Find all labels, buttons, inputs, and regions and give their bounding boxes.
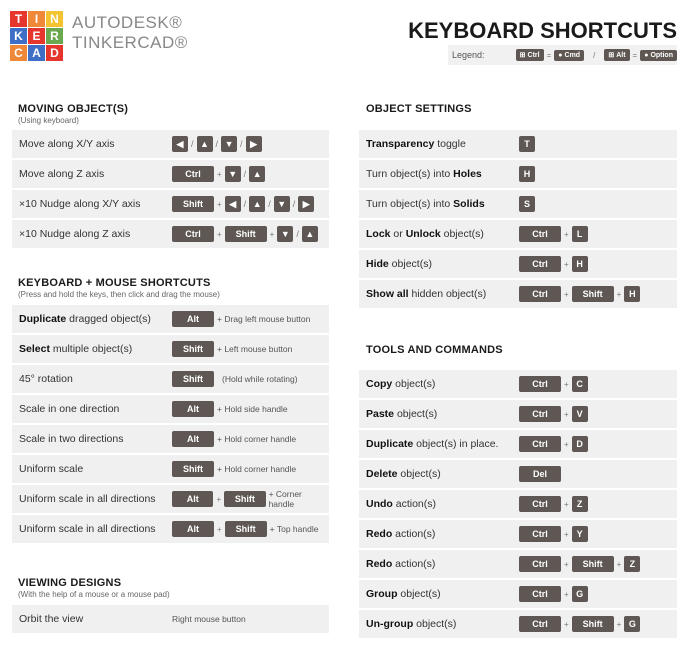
label-rest: action(s): [392, 498, 437, 510]
label-rest: hidden object(s): [408, 288, 487, 300]
plus-sign: +: [217, 524, 222, 534]
separator: /: [191, 139, 194, 149]
windows-icon: ⊞: [608, 52, 615, 59]
shortcut-label: [366, 258, 432, 270]
shift-key: Shift: [225, 226, 267, 242]
section-title: KEYBOARD + MOUSE SHORTCUTS: [18, 277, 211, 289]
label-bold: Group: [366, 588, 398, 600]
shortcut-label: [366, 378, 435, 390]
shortcut-label: [366, 228, 484, 240]
alt-key: Alt: [172, 401, 214, 417]
plus-sign: +: [564, 289, 569, 299]
shortcut-label: [366, 198, 485, 210]
legend: [448, 45, 677, 65]
arrow-up-key: ▲: [249, 166, 265, 182]
alt-key: Alt: [172, 311, 214, 327]
shortcut-keys: [519, 616, 640, 632]
label-rest: toggle: [434, 138, 466, 150]
arrow-down-key: ▼: [221, 136, 237, 152]
separator: /: [240, 139, 243, 149]
shortcut-row: [359, 190, 677, 218]
section-title: VIEWING DESIGNS: [18, 577, 122, 589]
shortcut-note: (Hold while rotating): [222, 374, 298, 384]
label-mid: or: [390, 228, 406, 240]
viewing-rows: [12, 605, 329, 635]
shortcut-label: Scale in one direction: [19, 403, 120, 415]
label-rest: object(s): [392, 378, 436, 390]
shortcut-keys: [519, 526, 588, 542]
shortcut-row: [12, 305, 329, 333]
plus-sign: +: [564, 409, 569, 419]
letter-key: L: [572, 226, 588, 242]
separator: /: [215, 139, 219, 149]
shortcut-note: + Hold corner handle: [217, 464, 297, 474]
legend-option-key: [640, 50, 677, 61]
section-title: TOOLS AND COMMANDS: [366, 344, 503, 356]
shortcut-row: [359, 370, 677, 398]
arrow-left-key: ◀: [172, 136, 188, 152]
delete-key: Del: [519, 466, 561, 482]
separator: /: [296, 229, 299, 239]
shortcut-label: [366, 498, 436, 510]
arrow-left-key: ◀: [225, 196, 241, 212]
label-rest: dragged object(s): [66, 313, 151, 325]
shortcut-note: + Drag left mouse button: [217, 314, 311, 324]
label-rest: object(s): [388, 258, 432, 270]
shortcut-keys: [172, 341, 292, 357]
arrow-down-key: ▼: [225, 166, 241, 182]
arrow-up-key: ▲: [197, 136, 213, 152]
shortcut-keys: [172, 521, 318, 537]
label-bold: Copy: [366, 378, 393, 390]
shortcut-row: [359, 490, 677, 518]
shortcut-note: + Top handle: [269, 524, 319, 534]
label-pre: Turn object(s) into: [366, 168, 454, 180]
label-bold: Duplicate: [19, 313, 67, 325]
shortcut-label: [366, 528, 435, 540]
ctrl-key: Ctrl: [519, 226, 561, 242]
label-rest: multiple object(s): [49, 343, 133, 355]
shortcut-note: + Corner handle: [268, 489, 302, 509]
legend-ctrl-label: Ctrl: [527, 51, 540, 59]
alt-key: Alt: [172, 521, 214, 537]
label-bold: Redo: [366, 558, 393, 570]
apple-icon: ●: [558, 51, 563, 59]
label-pre: Turn object(s) into: [366, 198, 454, 210]
plus-sign: +: [269, 229, 275, 239]
shift-key: Shift: [572, 616, 614, 632]
shift-key: Shift: [572, 556, 614, 572]
logo-letter: D: [46, 45, 63, 61]
ctrl-key: Ctrl: [519, 526, 561, 542]
legend-cmd-label: Cmd: [564, 51, 581, 59]
plus-sign: +: [616, 619, 622, 629]
moving-rows: [12, 130, 329, 250]
page-title: KEYBOARD SHORTCUTS: [408, 18, 677, 43]
plus-sign: +: [564, 229, 569, 239]
label-bold: Duplicate: [366, 438, 414, 450]
plus-sign: +: [564, 379, 569, 389]
plus-sign: +: [564, 589, 569, 599]
shortcut-label: ×10 Nudge along X/Y axis: [19, 198, 141, 210]
shift-key: Shift: [172, 461, 214, 477]
shortcut-row: [12, 605, 329, 633]
shortcut-row: [359, 550, 677, 578]
section-title: OBJECT SETTINGS: [366, 103, 472, 115]
ctrl-key: Ctrl: [172, 226, 214, 242]
plus-sign: +: [217, 229, 222, 239]
shortcut-keys: [172, 371, 298, 387]
shortcut-row: [12, 485, 329, 513]
settings-rows: [359, 130, 677, 310]
shortcut-keys: [519, 406, 588, 422]
label-rest: action(s): [392, 558, 436, 570]
section-tools-commands: [366, 344, 503, 356]
shortcut-row: [12, 130, 329, 158]
section-viewing-designs: [18, 577, 170, 599]
shortcut-label: Scale in two directions: [19, 433, 124, 445]
shortcut-row: [12, 455, 329, 483]
arrow-right-key: ▶: [246, 136, 262, 152]
separator: /: [243, 169, 247, 179]
label-rest: object(s): [413, 618, 457, 630]
shortcut-row: [12, 220, 329, 248]
plus-sign: +: [564, 499, 569, 509]
shortcut-row: [359, 250, 677, 278]
shortcut-label: Move along X/Y axis: [19, 138, 115, 150]
plus-sign: +: [564, 529, 569, 539]
plus-sign: +: [217, 169, 222, 179]
ctrl-key: Ctrl: [519, 406, 561, 422]
shortcut-keys: [519, 166, 535, 182]
letter-key: V: [572, 406, 588, 422]
separator: /: [243, 199, 247, 209]
plus-sign: +: [564, 259, 569, 269]
letter-key: Z: [572, 496, 588, 512]
label-rest: object(s) in place.: [413, 438, 499, 450]
legend-equals: =: [632, 50, 638, 60]
shortcut-row: [359, 400, 677, 428]
legend-alt-label: Alt: [616, 51, 626, 59]
arrow-up-key: ▲: [302, 226, 318, 242]
shortcut-keys: [172, 196, 314, 212]
logo-letter: K: [10, 28, 27, 44]
shortcut-row: [12, 190, 329, 218]
section-object-settings: [366, 103, 472, 115]
shortcut-label: [366, 438, 498, 450]
arrow-down-key: ▼: [277, 226, 293, 242]
shortcut-label: [366, 408, 437, 420]
ctrl-key: Ctrl: [519, 256, 561, 272]
shortcut-keys: [519, 256, 588, 272]
logo-letter: A: [28, 45, 45, 61]
label-bold: Solids: [453, 198, 485, 210]
alt-key: Alt: [172, 491, 213, 507]
letter-key: D: [572, 436, 588, 452]
shortcut-keys: [519, 436, 588, 452]
label-rest: object(s): [397, 468, 441, 480]
shortcut-keys: [519, 136, 535, 152]
letter-key: Y: [572, 526, 588, 542]
tools-rows: [359, 370, 677, 640]
ctrl-key: Ctrl: [519, 616, 561, 632]
shortcut-keys: [519, 496, 588, 512]
label-bold: Holes: [453, 168, 482, 180]
shortcut-note: + Hold corner handle: [217, 434, 297, 444]
brand-line-tinkercad: TINKERCAD®: [72, 33, 188, 52]
letter-key: G: [572, 586, 588, 602]
shortcut-label: Uniform scale: [19, 463, 84, 475]
plus-sign: +: [216, 494, 222, 504]
logo-letter: R: [46, 28, 63, 44]
shortcut-keys: [172, 401, 288, 417]
shortcut-label: Uniform scale in all directions: [19, 523, 156, 535]
letter-key: Z: [624, 556, 640, 572]
shift-key: Shift: [172, 196, 214, 212]
letter-key: H: [572, 256, 588, 272]
shortcut-label: 45° rotation: [19, 373, 73, 385]
logo-letter: T: [10, 11, 27, 27]
label-bold: Redo: [366, 528, 393, 540]
shortcut-note: + Left mouse button: [217, 344, 293, 354]
label-rest: object(s): [440, 228, 484, 240]
label-bold: Select: [19, 343, 50, 355]
shortcut-label: [366, 168, 482, 180]
shortcut-note: + Hold side handle: [217, 404, 288, 414]
plus-sign: +: [217, 199, 222, 209]
ctrl-key: Ctrl: [519, 556, 561, 572]
shortcut-label: [19, 313, 151, 325]
ctrl-key: Ctrl: [519, 436, 561, 452]
shortcut-keys: [519, 226, 588, 242]
legend-equals: =: [546, 50, 552, 60]
shortcut-label: [366, 138, 466, 150]
shortcut-row: [359, 220, 677, 248]
shortcut-keys: [519, 286, 640, 302]
label-rest: action(s): [392, 528, 436, 540]
shortcut-row: [359, 610, 677, 638]
letter-key: H: [519, 166, 535, 182]
shortcut-keys: [172, 431, 296, 447]
section-moving-objects: [18, 103, 128, 125]
shortcut-row: [12, 395, 329, 423]
section-subtitle: (Press and hold the keys, then click and drag the mouse): [18, 290, 220, 299]
section-subtitle: (Using keyboard): [18, 116, 79, 125]
shortcut-note: Right mouse button: [172, 614, 246, 624]
shortcut-label: ×10 Nudge along Z axis: [19, 228, 131, 240]
shortcut-keys: [519, 376, 588, 392]
brand-line-autodesk: AUTODESK®: [72, 13, 183, 32]
shortcut-keys: [172, 226, 318, 242]
legend-alt-key: [604, 49, 629, 61]
legend-slash: /: [593, 50, 596, 60]
shortcut-keys: [519, 466, 561, 482]
logo-letter: N: [46, 11, 63, 27]
shortcut-row: [359, 280, 677, 308]
section-keyboard-mouse: [18, 277, 220, 299]
label-bold: Hide: [366, 258, 389, 270]
shortcut-keys: [172, 136, 262, 152]
shortcut-row: [359, 130, 677, 158]
arrow-right-key: ▶: [298, 196, 314, 212]
legend-cmd-key: [554, 50, 584, 61]
shortcut-label: [366, 588, 441, 600]
shift-key: Shift: [172, 371, 214, 387]
shortcut-keys: [172, 614, 246, 624]
plus-sign: +: [564, 559, 569, 569]
plus-sign: +: [616, 559, 622, 569]
label-bold: Delete: [366, 468, 398, 480]
shortcut-row: [359, 460, 677, 488]
shortcut-label: Orbit the view: [19, 613, 84, 625]
label-bold: Undo: [366, 498, 393, 510]
ctrl-key: Ctrl: [519, 376, 561, 392]
shortcut-row: [359, 580, 677, 608]
letter-key: T: [519, 136, 535, 152]
shortcut-label: [19, 343, 132, 355]
shortcut-label: [366, 468, 441, 480]
legend-label: Legend:: [452, 50, 485, 60]
shortcut-keys: [519, 196, 535, 212]
logo-letter: E: [28, 28, 45, 44]
separator: /: [292, 199, 296, 209]
logo-letter: I: [28, 11, 45, 27]
logo-letter: C: [10, 45, 27, 61]
shortcut-row: [359, 160, 677, 188]
label-rest: object(s): [397, 588, 441, 600]
plus-sign: +: [564, 619, 569, 629]
shortcut-keys: [172, 489, 329, 509]
label-bold: Lock: [366, 228, 391, 240]
shortcut-keys: [172, 166, 265, 182]
shortcut-row: [359, 430, 677, 458]
shift-key: Shift: [225, 521, 267, 537]
shortcut-label: Move along Z axis: [19, 168, 105, 180]
separator: /: [268, 199, 271, 209]
legend-ctrl-key: [516, 49, 544, 61]
plus-sign: +: [564, 439, 569, 449]
letter-key: C: [572, 376, 588, 392]
keyboard-mouse-rows: [12, 305, 329, 545]
label-bold: Unlock: [405, 228, 441, 240]
ctrl-key: Ctrl: [519, 586, 561, 602]
apple-icon: ●: [644, 51, 649, 59]
letter-key: S: [519, 196, 535, 212]
shortcut-label: [366, 558, 435, 570]
label-bold: Paste: [366, 408, 395, 420]
tinkercad-logo: [10, 11, 63, 61]
section-title: MOVING OBJECT(S): [18, 103, 129, 115]
shortcut-row: [12, 365, 329, 393]
arrow-down-key: ▼: [274, 196, 290, 212]
shortcut-row: [12, 335, 329, 363]
shortcut-row: [12, 160, 329, 188]
letter-key: G: [624, 616, 640, 632]
alt-key: Alt: [172, 431, 214, 447]
shift-key: Shift: [224, 491, 265, 507]
label-rest: object(s): [394, 408, 438, 420]
section-subtitle: (With the help of a mouse or a mouse pad): [18, 590, 170, 599]
shortcut-keys: [519, 556, 640, 572]
legend-option-label: Option: [650, 51, 673, 59]
windows-icon: ⊞: [519, 52, 526, 59]
shortcut-label: [366, 288, 486, 300]
shift-key: Shift: [572, 286, 614, 302]
ctrl-key: Ctrl: [519, 286, 561, 302]
shortcut-keys: [172, 311, 310, 327]
shift-key: Shift: [172, 341, 214, 357]
shortcut-keys: [172, 461, 296, 477]
plus-sign: +: [616, 289, 622, 299]
shortcut-row: [12, 425, 329, 453]
letter-key: H: [624, 286, 640, 302]
brand-wordmark: [72, 14, 188, 51]
label-bold: Show all: [366, 288, 409, 300]
shortcut-label: [366, 618, 456, 630]
shortcut-label: Uniform scale in all directions: [19, 493, 156, 505]
ctrl-key: Ctrl: [172, 166, 214, 182]
label-bold: Transparency: [366, 138, 435, 150]
shortcut-keys: [519, 586, 588, 602]
shortcut-row: [359, 520, 677, 548]
ctrl-key: Ctrl: [519, 496, 561, 512]
shortcut-row: [12, 515, 329, 543]
label-bold: Un-group: [366, 618, 414, 630]
arrow-up-key: ▲: [249, 196, 265, 212]
